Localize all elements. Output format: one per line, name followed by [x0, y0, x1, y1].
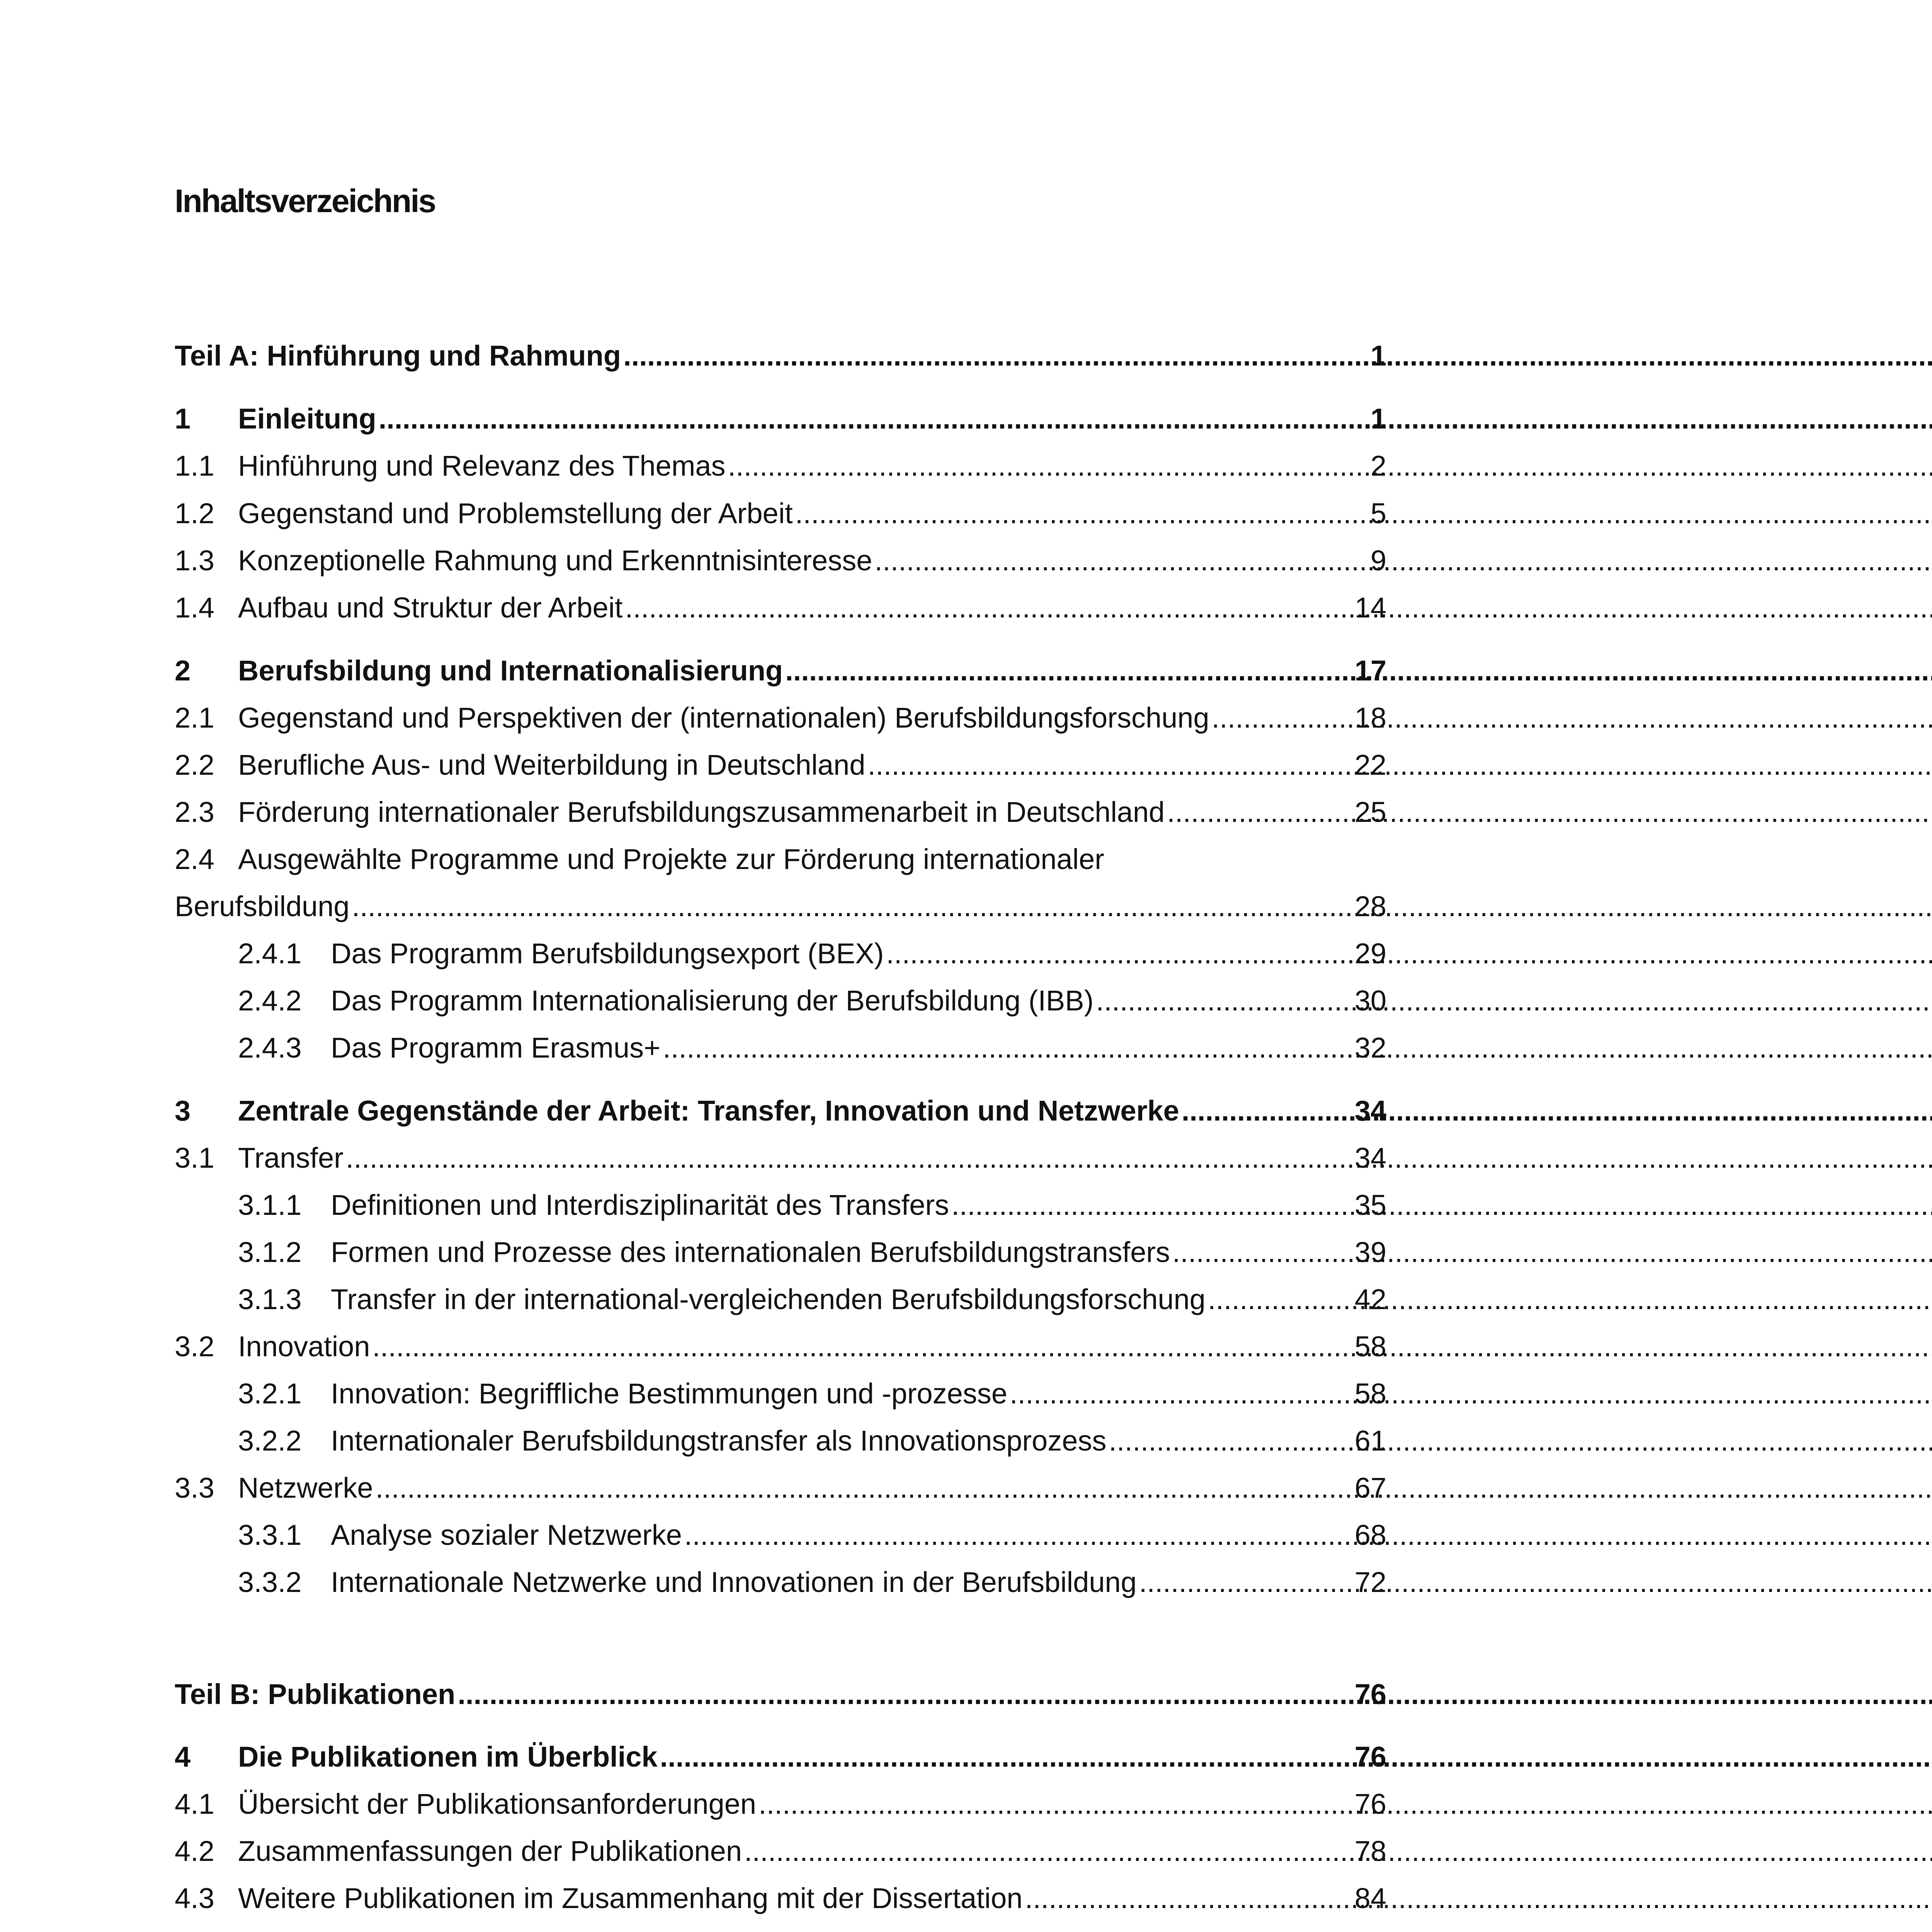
toc-entry-title: Internationaler Berufsbildungstransfer als Innovationsprozess — [331, 1425, 1107, 1457]
toc-entry-title: Berufsbildung und Internationalisierung — [238, 655, 783, 687]
toc-entry-2-4-3 — [238, 1027, 1386, 1069]
toc-entry-3-3 — [175, 1467, 1386, 1509]
toc-entry-number: 3.1.3 — [238, 1283, 302, 1315]
toc-leader — [376, 1467, 1352, 1509]
toc-leader — [684, 1514, 1352, 1556]
toc-entry-number: 4 — [175, 1741, 191, 1773]
toc-entry-title: Teil B: Publikationen — [175, 1678, 456, 1710]
toc-entry-number: 3.3.1 — [238, 1519, 302, 1551]
toc-entry-title: Das Programm Erasmus+ — [331, 1032, 661, 1064]
toc-entry-title: Ausgewählte Programme und Projekte zur Förderung internationaler — [238, 843, 1104, 875]
toc-entry-2-4-2 — [238, 980, 1386, 1022]
toc-leader — [1208, 1278, 1352, 1321]
toc-entry-chapter-2 — [175, 650, 1386, 692]
toc-page-number: 61 — [1354, 1425, 1386, 1457]
toc-leader — [867, 744, 1352, 786]
toc-entry-title: Übersicht der Publikationsanforderungen — [238, 1788, 757, 1820]
toc-entry-2-2 — [175, 744, 1386, 786]
toc-entry-title: Gegenstand und Problemstellung der Arbeit — [238, 497, 793, 529]
toc-entry-number: 2.4.2 — [238, 985, 302, 1017]
toc-leader — [759, 1783, 1352, 1825]
toc-entry-3-1-2 — [238, 1231, 1386, 1274]
toc-entry-number: 2.4.3 — [238, 1032, 302, 1064]
toc-entry-title: Weitere Publikationen im Zusammenhang mit der Dissertation — [238, 1882, 1023, 1914]
toc-entry-chapter-1 — [175, 398, 1386, 440]
toc-entry-title: Innovation — [238, 1330, 370, 1362]
toc-entry-1-1 — [175, 445, 1386, 487]
toc-entry-number: 3.1.2 — [238, 1236, 302, 1268]
toc-page-number: 42 — [1354, 1283, 1386, 1315]
toc-entry-part-b — [175, 1673, 1386, 1716]
toc-page-number: 1 — [1370, 340, 1386, 372]
toc-entry-number: 1.3 — [175, 544, 214, 577]
toc-entry-number: 2 — [175, 655, 191, 687]
toc-leader — [1182, 1090, 1352, 1132]
toc-entry-title: Netzwerke — [238, 1472, 373, 1504]
toc-entry-3-1 — [175, 1137, 1386, 1179]
toc-page-number: 72 — [1354, 1566, 1386, 1598]
toc-entry-2-3 — [175, 791, 1386, 833]
toc-page-number: 68 — [1354, 1519, 1386, 1551]
toc-entry-number: 3 — [175, 1095, 191, 1127]
toc-entry-title: Aufbau und Struktur der Arbeit — [238, 592, 623, 624]
toc-leader — [1167, 791, 1352, 833]
toc-page-number: 17 — [1354, 655, 1386, 687]
toc-entry-number: 2.2 — [175, 749, 214, 781]
toc-entry-3-1-1 — [238, 1184, 1386, 1226]
toc-leader — [623, 335, 1368, 377]
toc-entry-number: 3.3 — [175, 1472, 214, 1504]
toc-entry-title: Teil A: Hinführung und Rahmung — [175, 340, 621, 372]
toc-entry-number: 4.3 — [175, 1882, 214, 1914]
toc-entry-3-3-1 — [238, 1514, 1386, 1556]
toc-entry-number: 1.4 — [175, 592, 214, 624]
toc-leader — [1139, 1561, 1352, 1604]
toc-entry-title: Zusammenfassungen der Publikationen — [238, 1835, 742, 1867]
toc-entry-2-4-continued — [175, 885, 1386, 928]
toc-page-number: 28 — [1354, 890, 1386, 922]
toc-entry-title: Definitionen und Interdisziplinarität des Transfers — [331, 1189, 949, 1221]
toc-leader — [874, 539, 1368, 582]
toc-entry-number: 2.4 — [175, 843, 214, 875]
toc-leader — [785, 650, 1352, 692]
toc-entry-3-2-2 — [238, 1420, 1386, 1462]
toc-entry-chapter-3 — [175, 1090, 1386, 1132]
toc-leader — [1211, 697, 1352, 739]
toc-page-number: 76 — [1354, 1678, 1386, 1710]
toc-entry-title: Transfer in der international-vergleichenden Berufsbildungsforschung — [331, 1283, 1206, 1315]
toc-page-number: 22 — [1354, 749, 1386, 781]
toc-page-number: 25 — [1354, 796, 1386, 828]
toc-page-number: 58 — [1354, 1330, 1386, 1362]
toc-entry-2-1 — [175, 697, 1386, 739]
toc-entry-title: Hinführung und Relevanz des Themas — [238, 450, 726, 482]
toc-page-number: 39 — [1354, 1236, 1386, 1268]
toc-page-number: 18 — [1354, 702, 1386, 734]
toc-entry-2-4 — [175, 838, 1386, 881]
toc-leader — [660, 1736, 1352, 1778]
toc-entry-title: Förderung internationaler Berufsbildungszusammenarbeit in Deutschland — [238, 796, 1165, 828]
toc-entry-3-3-2 — [238, 1561, 1386, 1604]
toc-page-number: 84 — [1354, 1882, 1386, 1914]
toc-leader — [728, 445, 1368, 487]
toc-entry-number: 3.3.2 — [238, 1566, 302, 1598]
toc-page-number: 1 — [1370, 403, 1386, 435]
toc-entry-number: 1 — [175, 403, 191, 435]
toc-leader — [457, 1673, 1352, 1716]
toc-entry-part-a — [175, 335, 1386, 377]
toc-leader — [346, 1137, 1352, 1179]
toc-entry-chapter-4 — [175, 1736, 1386, 1778]
toc-entry-1-3 — [175, 539, 1386, 582]
toc-entry-number: 3.2 — [175, 1330, 214, 1362]
toc-leader — [663, 1027, 1352, 1069]
toc-entry-3-2-1 — [238, 1372, 1386, 1415]
toc-entry-1-4 — [175, 587, 1386, 629]
toc-leader — [1096, 980, 1352, 1022]
toc-entry-title: Einleitung — [238, 403, 376, 435]
toc-entry-number: 2.1 — [175, 702, 214, 734]
toc-entry-number: 1.2 — [175, 497, 214, 529]
toc-entry-3-2 — [175, 1325, 1386, 1368]
toc-entry-number: 4.1 — [175, 1788, 214, 1820]
toc-leader — [795, 492, 1368, 535]
toc-entry-number: 3.1 — [175, 1142, 214, 1174]
toc-page-number: 29 — [1354, 937, 1386, 969]
toc-page-number: 34 — [1354, 1142, 1386, 1174]
toc-leader — [951, 1184, 1352, 1226]
toc-page-number: 9 — [1370, 544, 1386, 577]
toc-page-number: 30 — [1354, 985, 1386, 1017]
toc-page-number: 34 — [1354, 1095, 1386, 1127]
toc-page-number: 76 — [1354, 1741, 1386, 1773]
toc-entry-title: Berufsbildung — [175, 890, 350, 922]
toc-entry-2-4-1 — [238, 932, 1386, 975]
toc-leader — [1025, 1877, 1352, 1920]
toc-entry-title: Das Programm Berufsbildungsexport (BEX) — [331, 937, 884, 969]
toc-entry-title: Das Programm Internationalisierung der Berufsbildung (IBB) — [331, 985, 1094, 1017]
toc-entry-number: 1.1 — [175, 450, 214, 482]
page-title: Inhaltsverzeichnis — [175, 183, 435, 219]
toc-entry-number: 3.2.2 — [238, 1425, 302, 1457]
toc-page-number: 5 — [1370, 497, 1386, 529]
toc-entry-title: Formen und Prozesse des internationalen Berufsbildungstransfers — [331, 1236, 1170, 1268]
toc-entry-number: 3.2.1 — [238, 1378, 302, 1410]
toc-entry-4-2 — [175, 1830, 1386, 1872]
toc-leader — [744, 1830, 1352, 1872]
toc-entry-title: Analyse sozialer Netzwerke — [331, 1519, 682, 1551]
toc-leader — [372, 1325, 1352, 1368]
toc-entry-number: 3.1.1 — [238, 1189, 302, 1221]
toc-entry-title: Gegenstand und Perspektiven der (internationalen) Berufsbildungsforschung — [238, 702, 1209, 734]
toc-entry-title: Transfer — [238, 1142, 344, 1174]
toc-page-number: 67 — [1354, 1472, 1386, 1504]
toc-entry-3-1-3 — [238, 1278, 1386, 1321]
toc-entry-title: Konzeptionelle Rahmung und Erkenntnisinteresse — [238, 544, 872, 577]
toc-leader — [379, 398, 1368, 440]
toc-entry-title: Zentrale Gegenstände der Arbeit: Transfer, Innovation und Netzwerke — [238, 1095, 1179, 1127]
toc-entry-title: Internationale Netzwerke und Innovationen in der Berufsbildung — [331, 1566, 1137, 1598]
toc-entry-4-1 — [175, 1783, 1386, 1825]
toc-page-number: 78 — [1354, 1835, 1386, 1867]
toc-page-number: 58 — [1354, 1378, 1386, 1410]
toc-entry-number: 2.4.1 — [238, 937, 302, 969]
toc-entry-1-2 — [175, 492, 1386, 535]
toc-leader — [886, 932, 1352, 975]
toc-page-number: 2 — [1370, 450, 1386, 482]
toc-leader — [352, 885, 1352, 928]
toc-entry-number: 2.3 — [175, 796, 214, 828]
toc-leader — [1172, 1231, 1352, 1274]
toc-entry-title: Die Publikationen im Überblick — [238, 1741, 658, 1773]
toc-page-number: 14 — [1354, 592, 1386, 624]
toc-entry-4-3 — [175, 1877, 1386, 1920]
toc-leader — [1109, 1420, 1352, 1462]
toc-entry-number: 4.2 — [175, 1835, 214, 1867]
toc-entry-title: Innovation: Begriffliche Bestimmungen und -prozesse — [331, 1378, 1007, 1410]
toc-page-number: 76 — [1354, 1788, 1386, 1820]
toc-entry-title: Berufliche Aus- und Weiterbildung in Deutschland — [238, 749, 866, 781]
toc-page-number: 35 — [1354, 1189, 1386, 1221]
toc-leader — [1010, 1372, 1352, 1415]
toc-page-number: 32 — [1354, 1032, 1386, 1064]
toc-leader — [625, 587, 1352, 629]
